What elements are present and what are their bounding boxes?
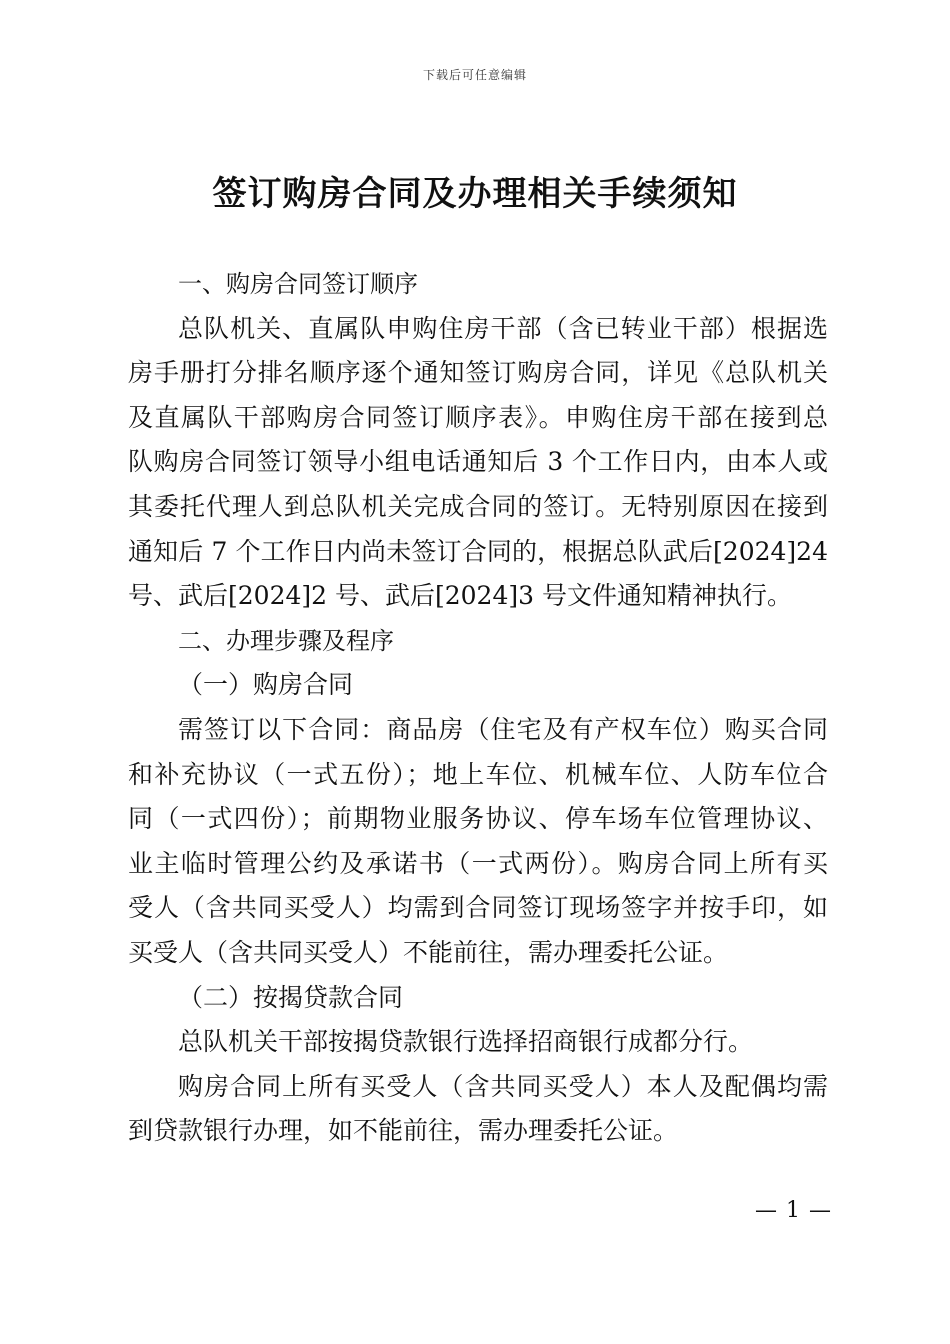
paragraph-line: 房手册打分排名顺序逐个通知签订购房合同，详见《总队机关 — [128, 358, 828, 388]
paragraph-line: 队购房合同签订领导小组电话通知后 3 个工作日内，由本人或 — [128, 447, 828, 477]
document-title: 签订购房合同及办理相关手续须知 — [212, 174, 738, 214]
paragraph-line: 及直属队干部购房合同签订顺序表》。申购住房干部在接到总 — [128, 402, 828, 432]
paragraph-line: 号、武后[2024]2 号、武后[2024]3 号文件通知精神执行。 — [128, 581, 792, 611]
subsection-heading-1: （一）购房合同 — [178, 670, 354, 700]
paragraph-line: 买受人（含共同买受人）不能前往，需办理委托公证。 — [128, 937, 729, 967]
paragraph-line: 购房合同上所有买受人（含共同买受人）本人及配偶均需 — [178, 1071, 828, 1101]
paragraph-line: 总队机关干部按揭贷款银行选择招商银行成都分行。 — [178, 1027, 754, 1057]
paragraph-line: 其委托代理人到总队机关完成合同的签订。无特别原因在接到 — [128, 491, 828, 521]
section-heading-2: 二、办理步骤及程序 — [178, 626, 394, 655]
subsection-heading-2: （二）按揭贷款合同 — [178, 982, 404, 1012]
document-body — [128, 262, 828, 1154]
section-heading-1: 一、购房合同签订顺序 — [178, 270, 418, 298]
paragraph-line: 到贷款银行办理，如不能前往，需办理委托公证。 — [128, 1116, 679, 1146]
paragraph-line: 和补充协议（一式五份）；地上车位、机械车位、人防车位合 — [128, 759, 828, 789]
header-note: 下载后可任意编辑 — [422, 68, 527, 82]
page-number: — 1 — — [755, 1198, 832, 1223]
paragraph-line: 受人（含共同买受人）均需到合同签订现场签字并按手印，如 — [128, 893, 828, 923]
paragraph-line: 需签订以下合同：商品房（住宅及有产权车位）购买合同 — [178, 714, 828, 744]
paragraph-line: 总队机关、直属队申购住房干部（含已转业干部）根据选 — [178, 313, 828, 343]
paragraph-line: 同（一式四份）；前期物业服务协议、停车场车位管理协议、 — [128, 804, 828, 834]
paragraph-line: 通知后 7 个工作日内尚未签订合同的，根据总队武后[2024]24 — [128, 536, 828, 566]
paragraph-line: 业主临时管理公约及承诺书（一式两份）。购房合同上所有买 — [128, 848, 828, 878]
